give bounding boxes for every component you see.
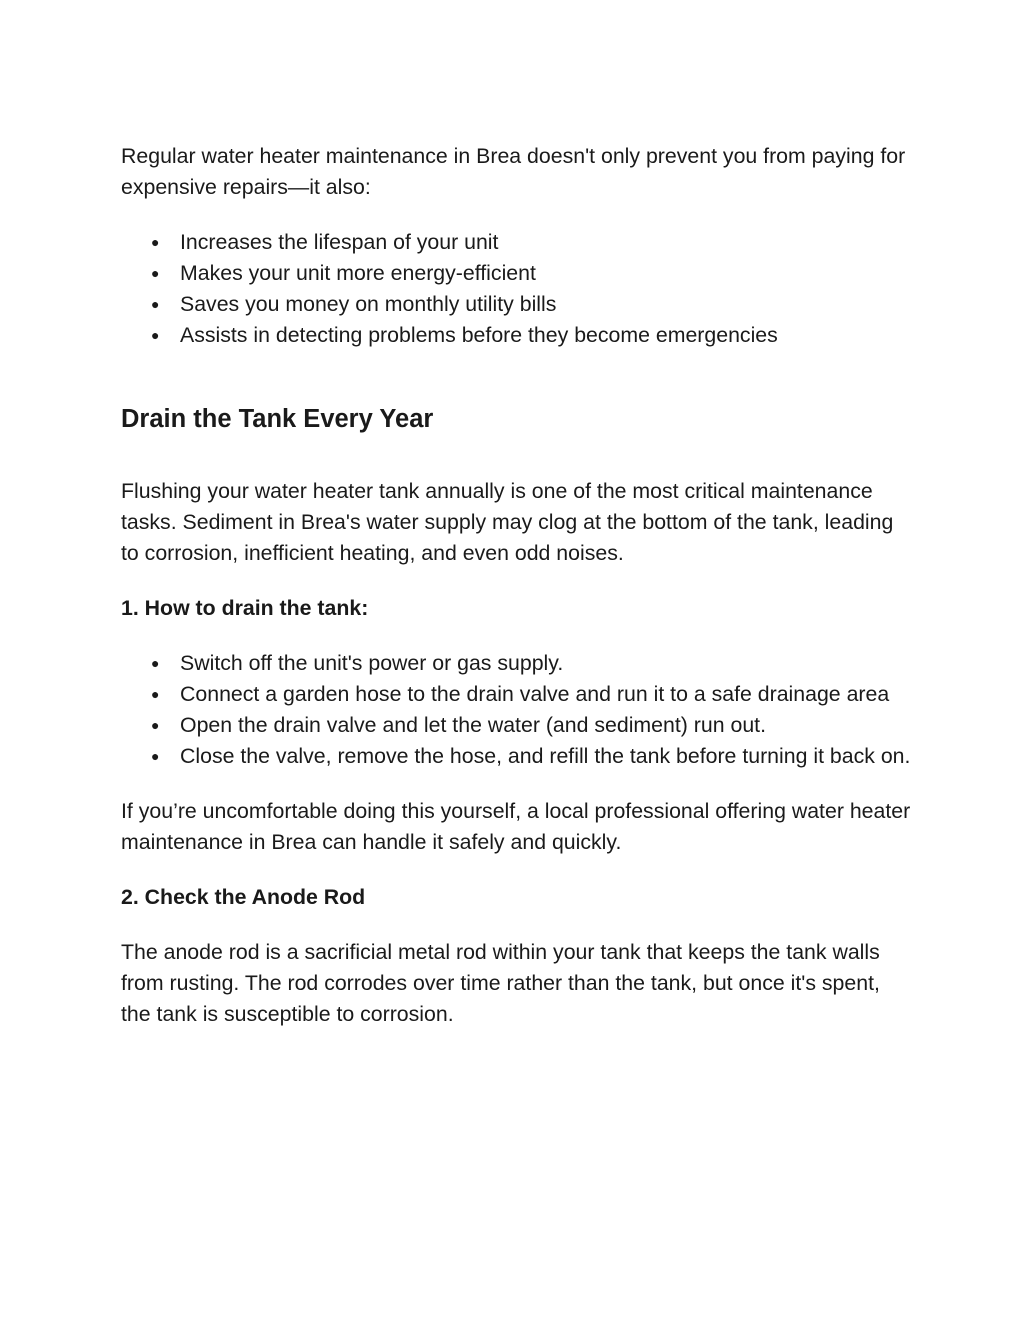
drain-steps-list (121, 648, 911, 772)
list-item: ● Connect a garden hose to the drain valve and run it to a safe drainage area (180, 679, 911, 710)
bullet-icon: ● (151, 748, 160, 764)
subheading-how-to-drain: 1. How to drain the tank: (121, 596, 369, 620)
bullet-icon: ● (151, 655, 160, 671)
subheading-anode-rod: 2. Check the Anode Rod (121, 885, 366, 909)
bullet-icon: ● (151, 234, 160, 250)
bullet-icon: ● (151, 327, 160, 343)
list-item: ● Saves you money on monthly utility bills (180, 289, 911, 320)
list-item: ● Assists in detecting problems before they become emergencies (180, 320, 911, 351)
bullet-icon: ● (151, 296, 160, 312)
professional-help-paragraph: If you’re uncomfortable doing this yourself, a local professional offering water heater maintenance in Brea can handle it safely and quickly. (121, 799, 911, 854)
document-page (121, 141, 911, 1030)
anode-rod-paragraph: The anode rod is a sacrificial metal rod within your tank that keeps the tank walls from rusting. The rod corrodes over time rather than the tank, but once it's spent, the tank is susceptible to corrosion. (121, 940, 880, 1026)
list-item: ● Increases the lifespan of your unit (180, 227, 911, 258)
bullet-icon: ● (151, 265, 160, 281)
list-item: ● Open the drain valve and let the water (and sediment) run out. (180, 710, 911, 741)
section-heading-drain-tank: Drain the Tank Every Year (121, 405, 434, 433)
list-item: ● Switch off the unit's power or gas supply. (180, 648, 911, 679)
intro-paragraph: Regular water heater maintenance in Brea doesn't only prevent you from paying for expensive repairs—it also: (121, 144, 906, 199)
bullet-icon: ● (151, 717, 160, 733)
bullet-icon: ● (151, 686, 160, 702)
drain-tank-paragraph: Flushing your water heater tank annually is one of the most critical maintenance tasks. Sediment in Brea's water supply may clog at the bottom of the tank, leading to corrosion, inefficient heating, and even odd noises. (121, 479, 894, 565)
intro-benefits-list (121, 227, 911, 351)
list-item: ● Close the valve, remove the hose, and refill the tank before turning it back on. (180, 741, 911, 772)
list-item: ● Makes your unit more energy-efficient (180, 258, 911, 289)
